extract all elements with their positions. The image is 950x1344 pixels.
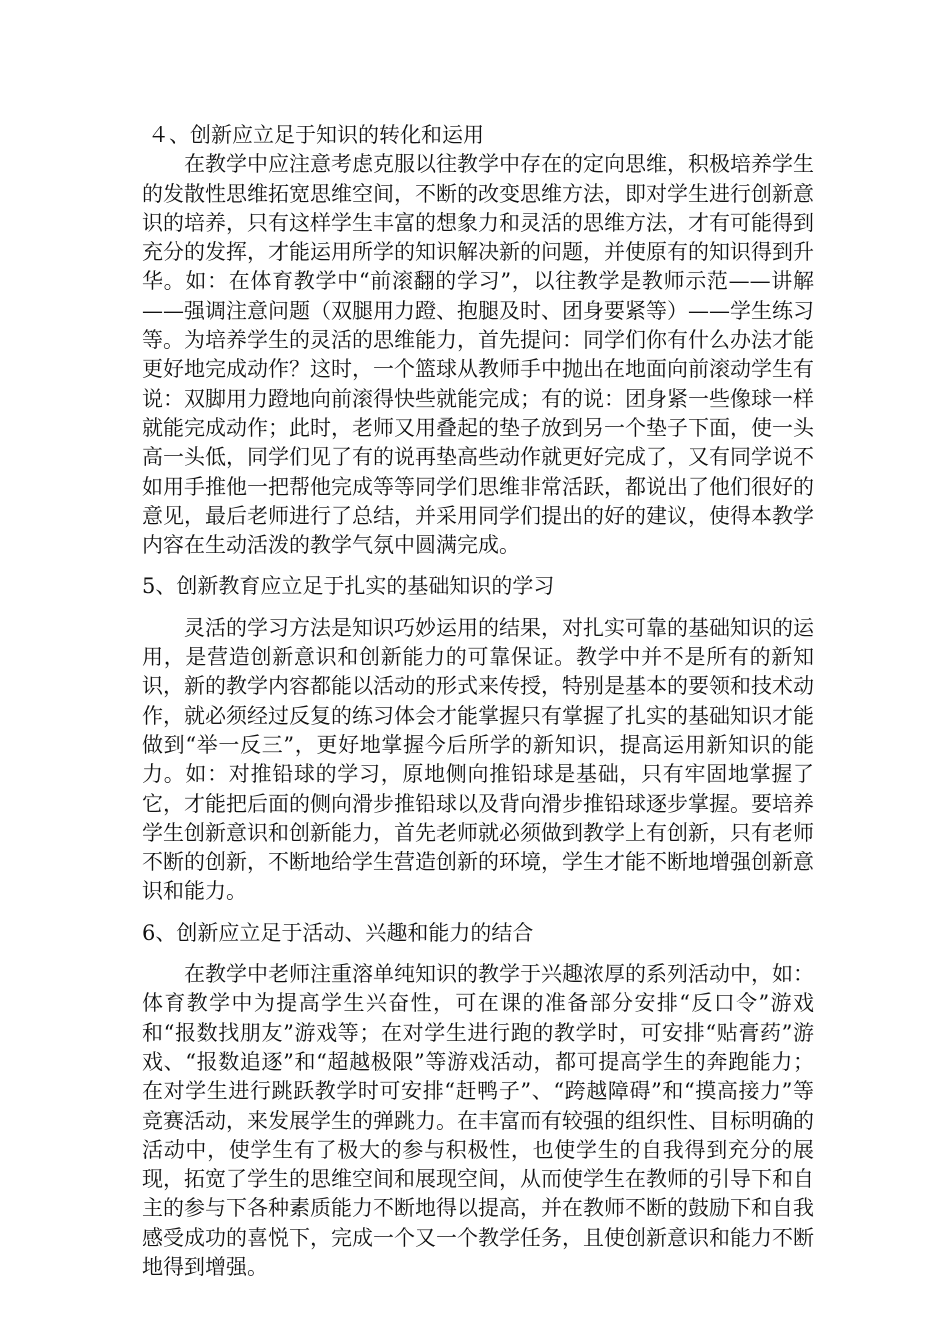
section-5-heading: 5、创新教育应立足于扎实的基础知识的学习 <box>142 574 555 599</box>
section-4-paragraph: 在教学中应注意考虑克服以往教学中存在的定向思维，积极培养学生的发散性思维拓宽思维空间，不断的改变思维方法，即对学生进行创新意识的培养，只有这样学生丰富的想象力和灵活的思维方法，才有可能得到充分的发挥，才能运用所学的知识解决新的问题，并使原有的知识得到升华。如：在体育教学中“前滚翻的学习”，以往教学是教师示范——讲解——强调注意问题（双腿用力蹬、抱腿及时、团身要紧等）——学生练习等。为培养学生的灵活的思维能力，首先提问：同学们你有什么办法才能更好地完成动作？这时，一个篮球从教师手中抛出在地面向前滚动学生有说：双脚用力蹬地向前滚得快些就能完成；有的说：团身紧一些像球一样就能完成动作；此时，老师又用叠起的垫子放到另一个垫子下面，使一头高一头低，同学们见了有的说再垫高些动作就更好完成了，又有同学说不如用手推他一把帮他完成等等同学们思维非常活跃，都说出了他们很好的意见，最后老师进行了总结，并采用同学们提出的好的建议，使得本教学内容在生动活泼的教学气氛中圆满完成。 <box>142 152 814 558</box>
section-6-paragraph: 在教学中老师注重溶单纯知识的教学于兴趣浓厚的系列活动中，如：体育教学中为提高学生兴奋性，可在课的准备部分安排“反口令”游戏和“报数找朋友”游戏等；在对学生进行跑的教学时，可安排“贴膏药”游戏、“报数追逐”和“超越极限”等游戏活动，都可提高学生的奔跑能力；在对学生进行跳跃教学时可安排“赶鸭子”、“跨越障碍”和“摸高接力”等竞赛活动，来发展学生的弹跳力。在丰富而有较强的组织性、目标明确的活动中，使学生有了极大的参与积极性，也使学生的自我得到充分的展现，拓宽了学生的思维空间和展现空间，从而使学生在教师的引导下和自主的参与下各种素质能力不断地得以提高，并在教师不断的鼓励下和自我感受成功的喜悦下，完成一个又一个教学任务，且使创新意识和能力不断地得到增强。 <box>142 962 814 1279</box>
document-body <box>142 121 814 1282</box>
section-5-paragraph: 灵活的学习方法是知识巧妙运用的结果，对扎实可靠的基础知识的运用，是营造创新意识和创新能力的可靠保证。教学中并不是所有的新知识，新的教学内容都能以活动的形式来传授，特别是基本的要领和技术动作，就必须经过反复的练习体会才能掌握只有掌握了扎实的基础知识才能做到“举一反三”，更好地掌握今后所学的新知识，提高运用新知识的能力。如：对推铅球的学习，原地侧向推铅球是基础，只有牢固地掌握了它，才能把后面的侧向滑步推铅球以及背向滑步推铅球逐步掌握。要培养学生创新意识和创新能力，首先老师就必须做到教学上有创新，只有老师不断的创新，不断地给学生营造创新的环境，学生才能不断地增强创新意识和能力。 <box>142 615 814 904</box>
section-6-heading: 6、创新应立足于活动、兴趣和能力的结合 <box>142 920 534 945</box>
section-4-heading: ４、创新应立足于知识的转化和运用 <box>148 123 484 147</box>
